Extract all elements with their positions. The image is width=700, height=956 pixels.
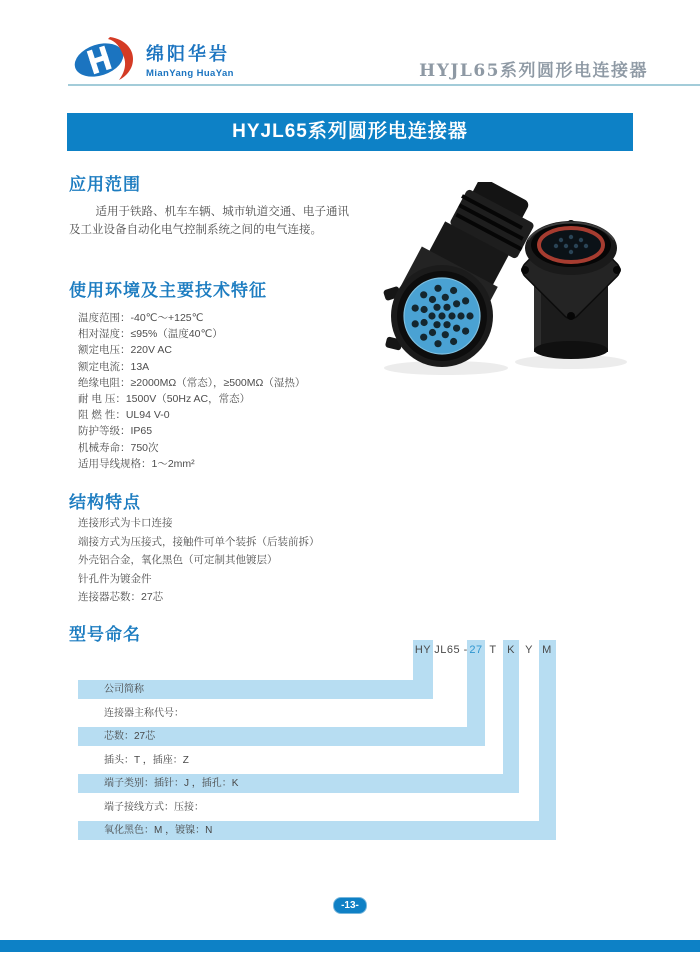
model-row: [78, 704, 466, 723]
model-row: [78, 727, 485, 746]
section-heading-model: 型号命名: [69, 625, 141, 644]
feature-line: 连接形式为卡口连接: [78, 517, 173, 529]
model-code-part: K: [507, 644, 515, 656]
model-row-label: 氧化黑色：M ，镀镍：N: [104, 825, 213, 836]
model-naming-diagram: [60, 630, 640, 848]
feature-line: 针孔件为镀金件: [78, 572, 152, 585]
doc-title: HYJL65系列圆形电连接器: [419, 61, 648, 81]
spec-line: 额定电压：220V AC: [78, 344, 172, 357]
company-logo: [72, 36, 234, 82]
model-row: [78, 680, 433, 699]
connector-plug-illustration: [383, 182, 535, 367]
model-code-part: 27: [469, 644, 483, 656]
model-row: [78, 798, 537, 817]
model-row-label: 公司简称: [104, 684, 144, 695]
section-heading-structure: 结构特点: [69, 493, 141, 512]
company-logo-icon: [72, 36, 138, 82]
section-heading-application: 应用范围: [69, 175, 141, 194]
spec-line: 阻 燃 性：UL94 V-0: [78, 409, 170, 422]
model-row-label: 芯数：27芯: [104, 731, 156, 742]
model-row-label: 插头：T ，插座：Z: [104, 754, 189, 766]
spec-line: 相对湿度：≤95%（温度40℃）: [78, 328, 223, 341]
application-body: 适用于铁路、机车车辆、城市轨道交通、电子通讯及工业设备自动化电气控制系统之间的电气连接。: [69, 206, 349, 236]
model-code-part: M: [542, 644, 552, 656]
banner-title: HYJL65系列圆形电连接器: [232, 121, 468, 142]
model-code-part: HY: [414, 644, 432, 656]
model-code-part: JL65 -: [434, 644, 468, 656]
code-column-bar: [539, 640, 556, 840]
spec-line: 适用导线规格：1～2mm²: [78, 457, 195, 470]
tech-spec-list: [78, 310, 378, 472]
code-column-bar: [503, 640, 519, 793]
model-row-label: 端子类别：插针：J ，插孔：K: [104, 778, 239, 789]
spec-line: 温度范围：-40℃～+125℃: [78, 312, 204, 324]
page-title-banner: [67, 113, 633, 151]
model-row-label: 端子接线方式：压接：: [104, 801, 204, 813]
logo-company-name-en: MianYang HuaYan: [146, 67, 234, 79]
spec-line: 额定电流：13A: [78, 360, 150, 373]
feature-line: 连接器芯数：27芯: [78, 591, 164, 604]
spec-line: 耐 电 压：1500V（50Hz AC，常态）: [78, 393, 251, 406]
feature-line: 端接方式为压接式，接触件可单个装拆（后装前拆）: [78, 535, 320, 548]
footer-bar: [0, 940, 700, 952]
model-code-part: T: [489, 644, 497, 656]
model-row: [78, 821, 556, 840]
model-row-label: 连接器主称代号：: [104, 707, 184, 719]
feature-line: 外壳铝合金，氧化黑色（可定制其他镀层）: [78, 554, 278, 567]
model-row: [78, 774, 519, 793]
spec-line: 机械寿命：750次: [78, 441, 159, 454]
logo-text: [146, 40, 234, 79]
model-row: [78, 751, 500, 770]
logo-company-name-cn: 绵阳华岩: [146, 43, 230, 64]
header-divider: [68, 84, 700, 86]
page-number-badge: -13-: [333, 897, 367, 914]
spec-line: 防护等级：IP65: [78, 425, 153, 438]
section-heading-tech: 使用环境及主要技术特征: [69, 281, 267, 300]
spec-line: 绝缘电阻：≥2000MΩ（常态），≥500MΩ（湿热）: [78, 376, 306, 389]
product-photo: [358, 182, 674, 380]
model-code-part: Y: [525, 644, 533, 656]
connector-receptacle-illustration: [519, 218, 624, 359]
structure-feature-list: [78, 514, 498, 607]
